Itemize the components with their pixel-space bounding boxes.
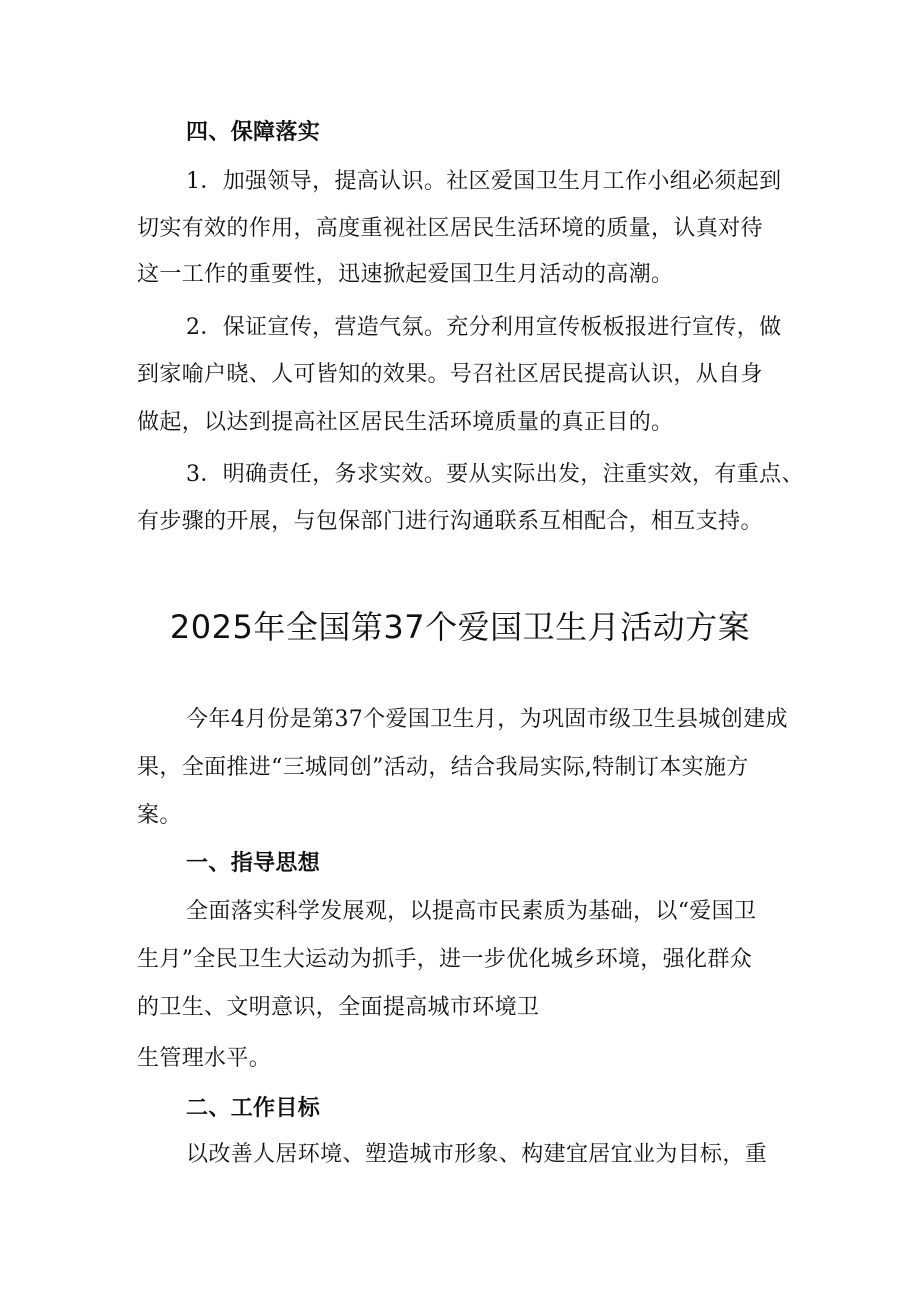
intro-line: 果，全面推进“三城同创”活动，结合我局实际,特制订本实施方 <box>137 755 749 780</box>
paragraph-line: 2．保证宣传，营造气氛。充分利用宣传板板报进行宣传，做 <box>186 315 782 340</box>
section-heading-safeguards: 四、保障落实 <box>186 119 321 145</box>
paragraph-line: 以改善人居环境、塑造城市形象、构建宜居宜业为目标，重 <box>186 1142 768 1167</box>
paragraph-line: 这一工作的重要性，迅速掀起爱国卫生月活动的高潮。 <box>137 262 674 287</box>
paragraph-line: 的卫生、文明意识，全面提高城市环境卫 <box>137 995 540 1020</box>
paragraph-line: 全面落实科学发展观，以提高市民素质为基础，以“爱国卫 <box>186 899 757 924</box>
section-heading-work-goals: 二、工作目标 <box>186 1095 321 1121</box>
intro-line: 案。 <box>137 803 182 828</box>
paragraph-line: 3．明确责任，务求实效。要从实际出发，注重实效，有重点、 <box>186 462 804 487</box>
paragraph-line: 生月”全民卫生大运动为抓手，进一步优化城乡环境，强化群众 <box>137 947 753 972</box>
paragraph-line: 生管理水平。 <box>137 1046 272 1071</box>
paragraph-line: 有步骤的开展，与包保部门进行沟通联系互相配合，相互支持。 <box>137 509 763 534</box>
paragraph-line: 做起，以达到提高社区居民生活环境质量的真正目的。 <box>137 410 674 435</box>
paragraph-line: 1．加强领导，提高认识。社区爱国卫生月工作小组必须起到 <box>186 169 782 194</box>
paragraph-line: 到家喻户晓、人可皆知的效果。号召社区居民提高认识，从自身 <box>137 362 763 387</box>
document-title: 2025年全国第37个爱国卫生月活动方案 <box>169 608 751 646</box>
intro-line: 今年4月份是第37个爱国卫生月，为巩固市级卫生县城创建成 <box>186 707 788 732</box>
section-heading-guiding-ideology: 一、指导思想 <box>186 850 321 876</box>
paragraph-line: 切实有效的作用，高度重视社区居民生活环境的质量，认真对待 <box>137 216 763 241</box>
